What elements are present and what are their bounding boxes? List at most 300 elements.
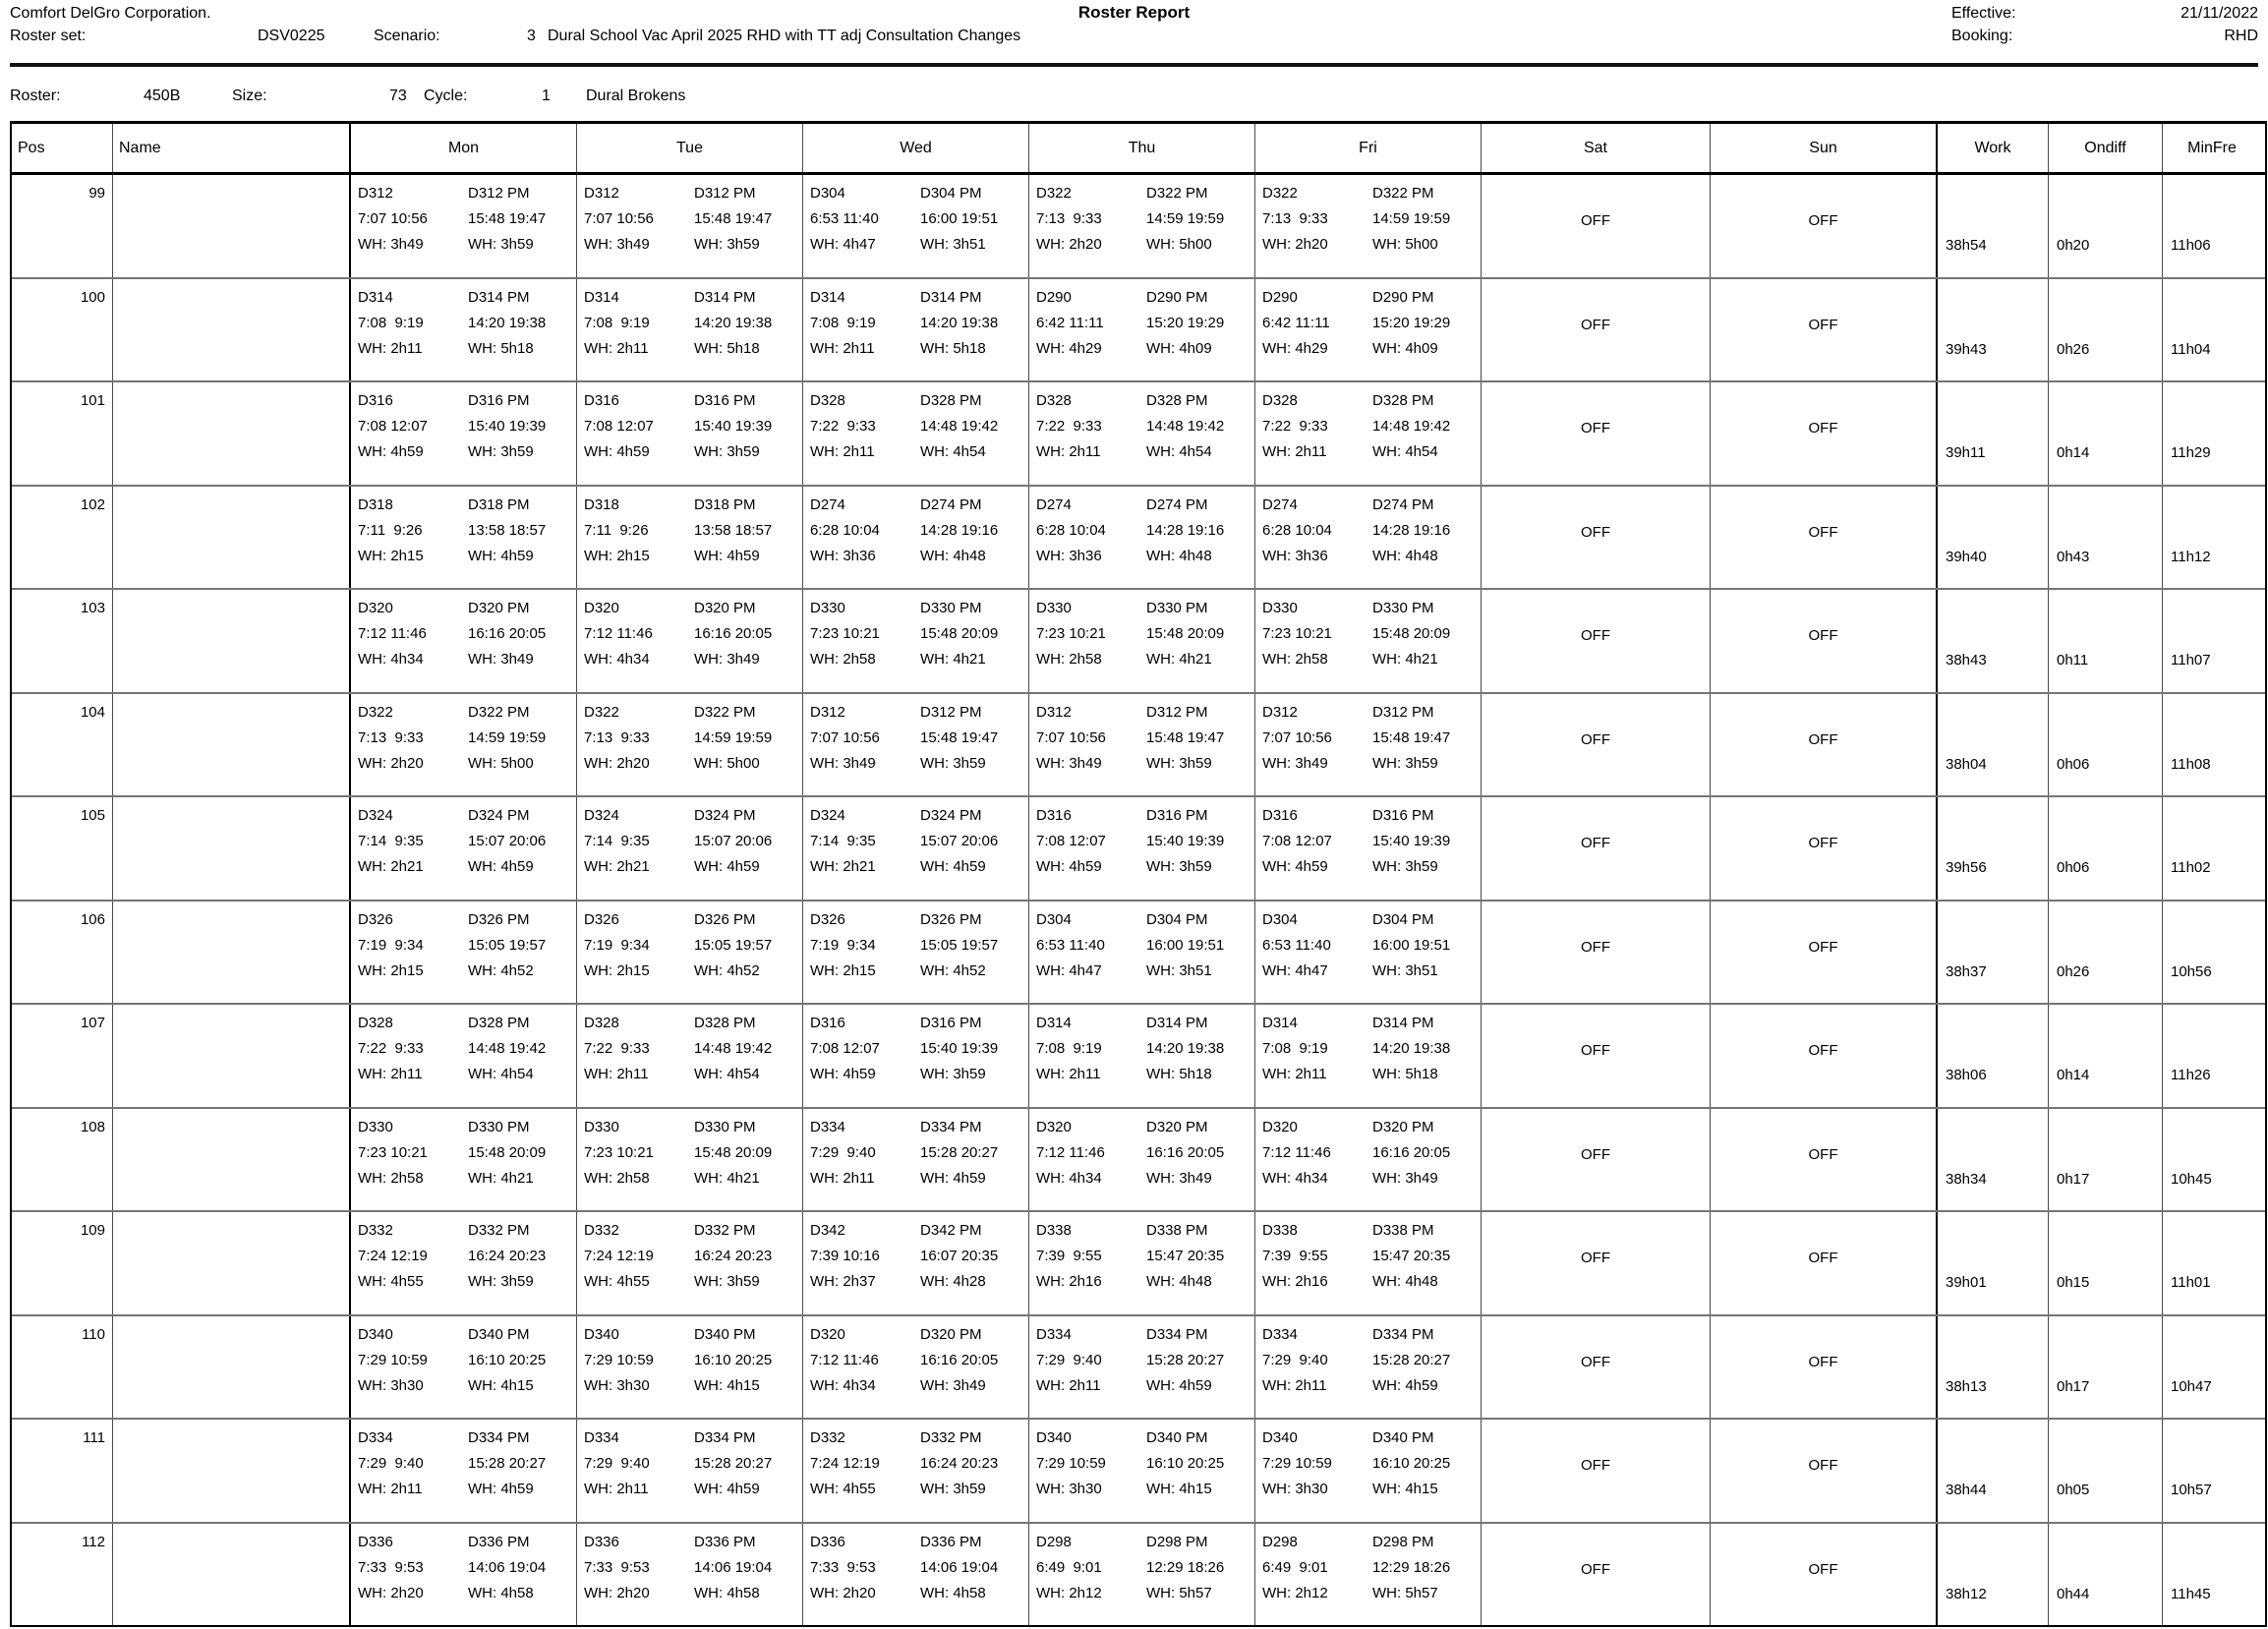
am-shift-workhours: WH: 4h59 <box>1262 858 1328 875</box>
am-shift-code: D324 <box>810 807 845 824</box>
pm-shift-code: D340 PM <box>694 1325 756 1343</box>
am-shift-times: 7:39 9:55 <box>1036 1248 1102 1264</box>
am-shift-code: D322 <box>584 703 619 721</box>
pm-shift-code: D326 PM <box>694 910 756 928</box>
am-shift-times: 7:14 9:35 <box>358 833 424 849</box>
am-shift-code: D320 <box>358 600 393 616</box>
pm-shift-workhours: WH: 4h15 <box>1372 1481 1438 1497</box>
pm-shift-times: 16:24 20:23 <box>920 1455 999 1472</box>
am-shift-workhours: WH: 3h49 <box>584 236 650 253</box>
pm-shift-workhours: WH: 5h00 <box>694 754 760 772</box>
am-shift-workhours: WH: 2h11 <box>584 339 649 357</box>
am-shift-code: D314 <box>584 288 619 306</box>
pm-shift-times: 14:28 19:16 <box>920 521 999 539</box>
day-cell <box>1255 1005 1482 1107</box>
day-cell <box>351 694 577 796</box>
sun-cell: OFF <box>1711 1316 1938 1419</box>
am-shift-code: D334 <box>1036 1325 1072 1343</box>
sat-cell: OFF <box>1482 1420 1711 1522</box>
pm-shift-times: 15:47 20:35 <box>1146 1248 1225 1264</box>
pm-shift-times: 14:48 19:42 <box>1146 418 1225 435</box>
cycle-value: 1 <box>542 87 551 104</box>
pm-shift-times: 16:10 20:25 <box>1372 1455 1451 1472</box>
pm-shift-code: D316 PM <box>1146 807 1208 824</box>
am-shift-code: D334 <box>584 1429 619 1446</box>
am-shift-code: D328 <box>1262 392 1298 409</box>
scenario-label: Scenario: <box>374 28 440 44</box>
pm-shift-code: D338 PM <box>1146 1222 1208 1239</box>
am-shift-code: D334 <box>358 1429 393 1446</box>
day-cell <box>1029 1212 1255 1314</box>
am-shift-workhours: WH: 2h20 <box>358 1584 424 1601</box>
pm-shift-code: D312 PM <box>468 185 530 202</box>
company-name: Comfort DelGro Corporation. <box>10 5 211 22</box>
pm-shift-times: 15:48 20:09 <box>920 625 999 642</box>
am-shift-times: 7:07 10:56 <box>1036 728 1106 746</box>
am-shift-times: 7:08 12:07 <box>1036 833 1106 849</box>
sun-cell: OFF <box>1711 382 1938 485</box>
pm-shift-code: D334 PM <box>468 1429 530 1446</box>
pos-cell: 101 <box>12 382 113 485</box>
pm-shift-times: 12:29 18:26 <box>1372 1558 1451 1576</box>
roster-row <box>12 1316 2265 1421</box>
am-shift-code: D330 <box>1036 600 1072 616</box>
pm-shift-workhours: WH: 3h59 <box>694 443 760 460</box>
pm-shift-workhours: WH: 4h09 <box>1372 339 1438 357</box>
am-shift-times: 7:29 10:59 <box>584 1351 654 1368</box>
day-cell <box>1255 487 1482 589</box>
name-cell <box>113 382 351 485</box>
pm-shift-workhours: WH: 5h18 <box>1372 1066 1438 1082</box>
am-shift-times: 7:29 10:59 <box>358 1351 428 1368</box>
pm-shift-workhours: WH: 3h59 <box>1372 754 1438 772</box>
pm-shift-workhours: WH: 5h00 <box>1372 236 1438 253</box>
minfre-cell: 11h29 <box>2171 444 2211 461</box>
day-cell <box>577 797 803 900</box>
ondiff-cell: 0h06 <box>2049 797 2163 900</box>
am-shift-code: D320 <box>810 1325 845 1343</box>
am-shift-workhours: WH: 2h11 <box>1036 1376 1101 1394</box>
pm-shift-times: 16:24 20:23 <box>468 1248 547 1264</box>
am-shift-times: 7:33 9:53 <box>584 1558 650 1576</box>
am-shift-workhours: WH: 2h37 <box>810 1273 876 1290</box>
am-shift-workhours: WH: 2h20 <box>1036 236 1102 253</box>
am-shift-workhours: WH: 4h34 <box>1262 1169 1328 1187</box>
day-cell <box>351 279 577 381</box>
am-shift-times: 7:19 9:34 <box>358 936 424 954</box>
pm-shift-code: D320 PM <box>694 600 756 616</box>
pm-shift-code: D312 PM <box>694 185 756 202</box>
pos-cell: 105 <box>12 797 113 900</box>
ondiff-cell: 0h11 <box>2049 590 2163 692</box>
day-cell <box>1029 175 1255 277</box>
pm-shift-code: D332 PM <box>920 1429 982 1446</box>
day-cell <box>1255 590 1482 692</box>
pm-shift-code: D322 PM <box>694 703 756 721</box>
pm-shift-code: D328 PM <box>468 1015 530 1031</box>
col-header-fri: Fri <box>1255 124 1482 172</box>
day-cell <box>577 175 803 277</box>
pm-shift-times: 15:48 19:47 <box>1372 728 1451 746</box>
am-shift-code: D332 <box>358 1222 393 1239</box>
am-shift-workhours: WH: 4h47 <box>810 236 876 253</box>
pm-shift-times: 15:48 20:09 <box>694 1143 773 1161</box>
pm-shift-code: D334 PM <box>694 1429 756 1446</box>
pm-shift-code: D328 PM <box>1372 392 1434 409</box>
pm-shift-times: 14:06 19:04 <box>920 1558 999 1576</box>
pm-shift-workhours: WH: 4h21 <box>468 1169 534 1187</box>
pm-shift-workhours: WH: 3h51 <box>1372 961 1438 979</box>
am-shift-code: D336 <box>584 1533 619 1550</box>
day-cell <box>577 694 803 796</box>
am-shift-times: 6:42 11:11 <box>1036 314 1104 331</box>
pm-shift-times: 14:28 19:16 <box>1146 521 1225 539</box>
name-cell <box>113 590 351 692</box>
pm-shift-workhours: WH: 3h59 <box>920 1066 986 1082</box>
day-cell <box>803 382 1029 485</box>
header-divider <box>10 63 2258 67</box>
sun-cell: OFF <box>1711 1005 1938 1107</box>
day-cell <box>351 175 577 277</box>
pm-shift-times: 14:06 19:04 <box>694 1558 773 1576</box>
am-shift-times: 7:08 9:19 <box>810 314 876 331</box>
roster-row <box>12 797 2265 902</box>
pm-shift-workhours: WH: 3h49 <box>1146 1169 1212 1187</box>
pm-shift-code: D312 PM <box>920 703 982 721</box>
pm-shift-workhours: WH: 4h54 <box>920 443 986 460</box>
pm-shift-code: D336 PM <box>694 1533 756 1550</box>
sun-cell: OFF <box>1711 694 1938 796</box>
pm-shift-times: 15:20 19:29 <box>1146 314 1225 331</box>
sun-cell: OFF <box>1711 1212 1938 1314</box>
work-total-cell: 38h34 <box>1938 1109 2049 1211</box>
pos-cell: 107 <box>12 1005 113 1107</box>
pm-shift-times: 16:10 20:25 <box>694 1351 773 1368</box>
am-shift-code: D324 <box>358 807 393 824</box>
day-cell <box>577 1212 803 1314</box>
pm-shift-times: 16:16 20:05 <box>920 1351 999 1368</box>
am-shift-workhours: WH: 2h11 <box>1262 443 1327 460</box>
pm-shift-times: 16:16 20:05 <box>694 625 773 642</box>
day-cell <box>1029 797 1255 900</box>
pm-shift-times: 14:20 19:38 <box>468 314 547 331</box>
work-total-cell: 39h56 <box>1938 797 2049 900</box>
day-cell <box>1029 590 1255 692</box>
pm-shift-code: D336 PM <box>920 1533 982 1550</box>
pm-shift-code: D330 PM <box>694 1118 756 1135</box>
am-shift-workhours: WH: 4h55 <box>584 1273 650 1290</box>
am-shift-code: D312 <box>1262 703 1298 721</box>
am-shift-code: D322 <box>358 703 393 721</box>
pm-shift-workhours: WH: 4h54 <box>468 1066 534 1082</box>
day-cell <box>1255 902 1482 1004</box>
sun-cell: OFF <box>1711 487 1938 589</box>
am-shift-code: D334 <box>810 1118 845 1135</box>
pm-shift-times: 14:48 19:42 <box>1372 418 1451 435</box>
pm-shift-workhours: WH: 5h18 <box>1146 1066 1212 1082</box>
am-shift-workhours: WH: 4h34 <box>810 1376 876 1394</box>
minfre-cell: 10h47 <box>2171 1377 2212 1395</box>
col-header-mon: Mon <box>351 124 577 172</box>
pm-shift-code: D326 PM <box>468 910 530 928</box>
am-shift-workhours: WH: 2h11 <box>810 339 875 357</box>
am-shift-times: 6:53 11:40 <box>810 210 879 227</box>
work-total-cell: 39h11 <box>1938 382 2049 485</box>
am-shift-workhours: WH: 3h36 <box>810 547 876 564</box>
am-shift-times: 7:07 10:56 <box>810 728 880 746</box>
am-shift-code: D290 <box>1036 288 1072 306</box>
pm-shift-code: D318 PM <box>468 495 530 513</box>
pm-shift-times: 15:05 19:57 <box>920 936 999 954</box>
am-shift-workhours: WH: 2h21 <box>584 858 650 875</box>
day-cell <box>1029 382 1255 485</box>
am-shift-code: D332 <box>810 1429 845 1446</box>
roster-row <box>12 590 2265 694</box>
name-cell <box>113 1316 351 1419</box>
am-shift-times: 7:29 10:59 <box>1262 1455 1332 1472</box>
pos-cell: 102 <box>12 487 113 589</box>
pm-shift-times: 16:00 19:51 <box>920 210 999 227</box>
day-cell <box>1255 797 1482 900</box>
sat-cell: OFF <box>1482 1212 1711 1314</box>
pm-shift-code: D304 PM <box>920 185 982 202</box>
am-shift-times: 7:08 12:07 <box>358 418 428 435</box>
name-cell <box>113 487 351 589</box>
booking-label: Booking: <box>1951 28 2013 44</box>
am-shift-code: D316 <box>810 1015 845 1031</box>
am-shift-workhours: WH: 2h11 <box>810 1169 875 1187</box>
col-header-tue: Tue <box>577 124 803 172</box>
day-cell <box>803 175 1029 277</box>
pm-shift-times: 14:48 19:42 <box>468 1040 547 1057</box>
day-cell <box>1255 175 1482 277</box>
name-cell <box>113 1212 351 1314</box>
am-shift-workhours: WH: 3h30 <box>584 1376 650 1394</box>
am-shift-code: D330 <box>1262 600 1298 616</box>
am-shift-code: D304 <box>1036 910 1072 928</box>
am-shift-times: 6:28 10:04 <box>810 521 880 539</box>
roster-table <box>10 121 2267 1627</box>
pm-shift-code: D316 PM <box>468 392 530 409</box>
day-cell <box>577 487 803 589</box>
day-cell <box>351 487 577 589</box>
day-cell <box>351 590 577 692</box>
name-cell <box>113 694 351 796</box>
minfre-cell: 11h01 <box>2171 1274 2211 1291</box>
pm-shift-workhours: WH: 4h54 <box>1372 443 1438 460</box>
am-shift-times: 7:23 10:21 <box>584 1143 654 1161</box>
pm-shift-times: 15:40 19:39 <box>694 418 773 435</box>
pm-shift-times: 15:40 19:39 <box>468 418 547 435</box>
pm-shift-times: 15:48 19:47 <box>920 728 999 746</box>
day-cell <box>577 1420 803 1522</box>
roster-set-value: DSV0225 <box>258 28 325 44</box>
work-total-cell: 38h44 <box>1938 1420 2049 1522</box>
am-shift-workhours: WH: 2h15 <box>810 961 876 979</box>
am-shift-code: D342 <box>810 1222 845 1239</box>
pm-shift-workhours: WH: 4h52 <box>468 961 534 979</box>
am-shift-times: 7:12 11:46 <box>584 625 653 642</box>
am-shift-workhours: WH: 2h15 <box>358 547 424 564</box>
am-shift-times: 7:24 12:19 <box>358 1248 428 1264</box>
name-cell <box>113 1420 351 1522</box>
pm-shift-code: D312 PM <box>1146 703 1208 721</box>
am-shift-workhours: WH: 3h49 <box>1036 754 1102 772</box>
ondiff-cell: 0h26 <box>2049 902 2163 1004</box>
pm-shift-times: 14:59 19:59 <box>468 728 547 746</box>
roster-row <box>12 1005 2265 1109</box>
pm-shift-code: D320 PM <box>920 1325 982 1343</box>
am-shift-times: 7:13 9:33 <box>1036 210 1102 227</box>
pm-shift-code: D314 PM <box>1146 1015 1208 1031</box>
am-shift-times: 7:29 9:40 <box>1036 1351 1102 1368</box>
pm-shift-workhours: WH: 3h59 <box>1146 754 1212 772</box>
day-cell <box>1029 1420 1255 1522</box>
pm-shift-workhours: WH: 5h00 <box>468 754 534 772</box>
am-shift-code: D336 <box>810 1533 845 1550</box>
pm-shift-times: 16:10 20:25 <box>468 1351 547 1368</box>
pm-shift-workhours: WH: 3h59 <box>694 236 760 253</box>
work-total-cell: 38h06 <box>1938 1005 2049 1107</box>
am-shift-times: 7:22 9:33 <box>1262 418 1328 435</box>
pm-shift-workhours: WH: 4h48 <box>920 547 986 564</box>
pm-shift-workhours: WH: 4h28 <box>920 1273 986 1290</box>
report-header <box>0 0 2268 121</box>
ondiff-cell: 0h05 <box>2049 1420 2163 1522</box>
pm-shift-times: 13:58 18:57 <box>468 521 547 539</box>
pm-shift-workhours: WH: 4h58 <box>468 1584 534 1601</box>
pos-cell: 110 <box>12 1316 113 1419</box>
am-shift-code: D314 <box>1036 1015 1072 1031</box>
sun-cell: OFF <box>1711 1109 1938 1211</box>
pm-shift-workhours: WH: 3h59 <box>920 1481 986 1497</box>
roster-row <box>12 382 2265 487</box>
am-shift-workhours: WH: 2h58 <box>1262 651 1328 668</box>
name-cell <box>113 279 351 381</box>
am-shift-times: 7:23 10:21 <box>1262 625 1332 642</box>
pm-shift-times: 15:28 20:27 <box>920 1143 999 1161</box>
am-shift-times: 7:12 11:46 <box>810 1351 879 1368</box>
pm-shift-code: D332 PM <box>694 1222 756 1239</box>
am-shift-times: 7:12 11:46 <box>358 625 427 642</box>
pm-shift-times: 15:48 19:47 <box>694 210 773 227</box>
size-label: Size: <box>232 87 267 104</box>
roster-row <box>12 175 2265 279</box>
pm-shift-code: D290 PM <box>1372 288 1434 306</box>
day-cell <box>1029 694 1255 796</box>
pm-shift-code: D330 PM <box>920 600 982 616</box>
pm-shift-times: 16:00 19:51 <box>1146 936 1225 954</box>
roster-value: 450B <box>144 87 181 104</box>
am-shift-times: 6:49 9:01 <box>1262 1558 1328 1576</box>
roster-label: Roster: <box>10 87 61 104</box>
pm-shift-workhours: WH: 5h00 <box>1146 236 1212 253</box>
am-shift-code: D340 <box>584 1325 619 1343</box>
ondiff-cell: 0h15 <box>2049 1212 2163 1314</box>
am-shift-code: D312 <box>584 185 619 202</box>
am-shift-times: 7:13 9:33 <box>1262 210 1328 227</box>
am-shift-times: 7:14 9:35 <box>810 833 876 849</box>
pm-shift-workhours: WH: 3h51 <box>1146 961 1212 979</box>
roster-row <box>12 487 2265 591</box>
am-shift-workhours: WH: 3h30 <box>358 1376 424 1394</box>
pm-shift-workhours: WH: 4h59 <box>1146 1376 1212 1394</box>
am-shift-times: 6:28 10:04 <box>1036 521 1106 539</box>
pm-shift-code: D336 PM <box>468 1533 530 1550</box>
sat-cell: OFF <box>1482 382 1711 485</box>
am-shift-workhours: WH: 4h59 <box>584 443 650 460</box>
am-shift-workhours: WH: 4h47 <box>1262 961 1328 979</box>
am-shift-workhours: WH: 2h15 <box>584 961 650 979</box>
am-shift-code: D316 <box>358 392 393 409</box>
am-shift-workhours: WH: 2h11 <box>1036 443 1101 460</box>
pm-shift-times: 15:40 19:39 <box>920 1040 999 1057</box>
am-shift-workhours: WH: 2h11 <box>1036 1066 1101 1082</box>
pm-shift-times: 14:28 19:16 <box>1372 521 1451 539</box>
sun-cell: OFF <box>1711 1524 1938 1626</box>
am-shift-workhours: WH: 3h30 <box>1262 1481 1328 1497</box>
pm-shift-workhours: WH: 4h59 <box>1372 1376 1438 1394</box>
minfre-cell: 11h12 <box>2171 548 2211 565</box>
work-total-cell: 39h01 <box>1938 1212 2049 1314</box>
am-shift-code: D298 <box>1262 1533 1298 1550</box>
am-shift-workhours: WH: 2h20 <box>358 754 424 772</box>
am-shift-times: 7:33 9:53 <box>358 1558 424 1576</box>
day-cell <box>1029 1109 1255 1211</box>
booking-value: RHD <box>2224 28 2258 44</box>
sat-cell: OFF <box>1482 1316 1711 1419</box>
am-shift-code: D340 <box>358 1325 393 1343</box>
am-shift-code: D318 <box>584 495 619 513</box>
am-shift-code: D338 <box>1036 1222 1072 1239</box>
day-cell <box>1255 1420 1482 1522</box>
scenario-name: Dural School Vac April 2025 RHD with TT adj Consultation Changes <box>548 28 1021 44</box>
sat-cell: OFF <box>1482 175 1711 277</box>
pm-shift-code: D328 PM <box>920 392 982 409</box>
pm-shift-workhours: WH: 4h54 <box>694 1066 760 1082</box>
minfre-cell: 11h07 <box>2171 652 2211 669</box>
day-cell <box>351 1109 577 1211</box>
pm-shift-times: 14:06 19:04 <box>468 1558 547 1576</box>
day-cell <box>577 1316 803 1419</box>
am-shift-times: 7:13 9:33 <box>584 728 650 746</box>
sun-cell: OFF <box>1711 590 1938 692</box>
pm-shift-code: D314 PM <box>468 288 530 306</box>
am-shift-code: D330 <box>810 600 845 616</box>
day-cell <box>351 1524 577 1626</box>
pm-shift-code: D334 PM <box>1146 1325 1208 1343</box>
work-total-cell: 39h43 <box>1938 279 2049 381</box>
col-header-sun: Sun <box>1711 124 1938 172</box>
pm-shift-workhours: WH: 4h21 <box>920 651 986 668</box>
pm-shift-code: D322 PM <box>1146 185 1208 202</box>
day-cell <box>803 902 1029 1004</box>
pos-cell: 99 <box>12 175 113 277</box>
pm-shift-times: 15:07 20:06 <box>694 833 773 849</box>
pm-shift-times: 16:16 20:05 <box>1372 1143 1451 1161</box>
am-shift-times: 7:23 10:21 <box>1036 625 1106 642</box>
col-header-work: Work <box>1938 124 2049 172</box>
col-header-ondiff: Ondiff <box>2049 124 2163 172</box>
pm-shift-workhours: WH: 5h57 <box>1372 1584 1438 1601</box>
am-shift-code: D340 <box>1262 1429 1298 1446</box>
pm-shift-workhours: WH: 3h59 <box>468 236 534 253</box>
pm-shift-code: D316 PM <box>694 392 756 409</box>
am-shift-code: D320 <box>1036 1118 1072 1135</box>
minfre-cell: 10h57 <box>2171 1482 2212 1498</box>
day-cell <box>1255 1109 1482 1211</box>
name-cell <box>113 1109 351 1211</box>
